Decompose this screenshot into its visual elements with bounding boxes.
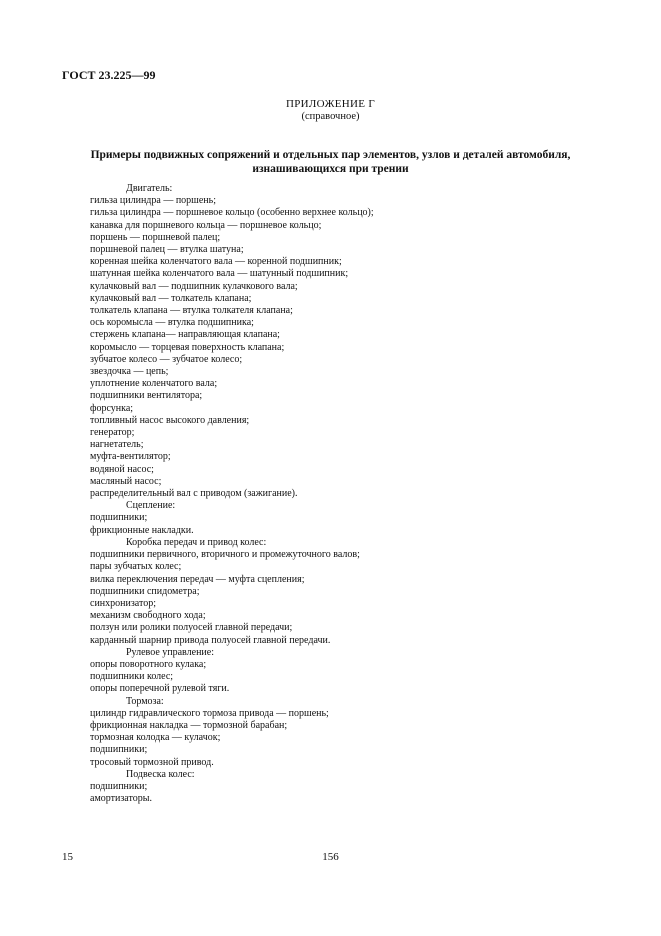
list-item: подшипники; (90, 512, 148, 524)
list-item: амортизаторы. (90, 793, 152, 805)
list-item: коромысло — торцевая поверхность клапана; (90, 341, 285, 353)
list-item: стержень клапана— направляющая клапана; (90, 329, 280, 341)
page-number: 156 (322, 851, 339, 863)
list-item: поршневой палец — втулка шатуна; (90, 244, 244, 256)
list-item: фрикционные накладки. (90, 524, 194, 536)
list-item: нагнетатель; (90, 439, 144, 451)
list-item: опоры поворотного кулака; (90, 658, 207, 670)
content-list (90, 183, 610, 805)
list-item: механизм свободного хода; (90, 610, 206, 622)
list-item: коренная шейка коленчатого вала — коренной подшипник; (90, 256, 342, 268)
list-item: ось коромысла — втулка подшипника; (90, 317, 254, 329)
list-item: уплотнение коленчатого вала; (90, 378, 218, 390)
section-heading: Сцепление: (126, 500, 176, 512)
list-item: синхронизатор; (90, 597, 156, 609)
list-item: фрикционная накладка — тормозной барабан; (90, 719, 288, 731)
main-title: Примеры подвижных сопряжений и отдельных пар элементов, узлов и деталей автомобиля, изнашивающихся при трении (90, 149, 571, 175)
section-heading: Коробка передач и привод колес: (126, 536, 267, 548)
list-item: толкатель клапана — втулка толкателя клапана; (90, 305, 293, 317)
list-item: шатунная шейка коленчатого вала — шатунный подшипник; (90, 268, 349, 280)
list-item: цилиндр гидравлического тормоза привода — поршень; (90, 707, 329, 719)
section-heading: Двигатель: (126, 183, 173, 194)
list-item: вилка переключения передач — муфта сцепления; (90, 573, 305, 585)
list-item: зубчатое колесо — зубчатое колесо; (90, 353, 243, 365)
list-item: подшипники; (90, 744, 148, 756)
section-heading: Рулевое управление: (126, 646, 214, 658)
list-item: опоры поперечной рулевой тяги. (90, 683, 230, 695)
list-item: подшипники; (90, 780, 148, 792)
appendix-title: ПРИЛОЖЕНИЕ Г (285, 98, 376, 110)
list-item: распределительный вал с приводом (зажигание). (90, 488, 298, 500)
list-item: водяной насос; (90, 463, 154, 475)
list-item: подшипники первичного, вторичного и промежуточного валов; (90, 549, 360, 561)
list-item: генератор; (90, 427, 135, 439)
list-item: звездочка — цепь; (90, 366, 169, 378)
list-item: кулачковый вал — подшипник кулачкового вала; (90, 280, 298, 292)
list-item: подшипники колес; (90, 671, 174, 683)
list-item: карданный шарнир привода полуосей главной передачи. (90, 634, 331, 646)
list-item: ползун или ролики полуосей главной передачи; (90, 622, 293, 634)
list-item: канавка для поршневого кольца — поршневое кольцо; (90, 219, 322, 231)
appendix-subtitle: (справочное) (301, 111, 360, 122)
list-item: тросовый тормозной привод. (90, 756, 214, 768)
list-item: поршень — поршневой палец; (90, 231, 221, 243)
list-item: гильза цилиндра — поршневое кольцо (особенно верхнее кольцо); (90, 207, 374, 219)
section-heading: Подвеска колес: (126, 768, 195, 780)
section-heading: Тормоза: (126, 695, 164, 707)
list-item: гильза цилиндра — поршень; (90, 195, 216, 207)
list-item: масляный насос; (90, 475, 162, 487)
list-item: подшипники спидометра; (90, 585, 200, 597)
list-item: пары зубчатых колес; (90, 561, 182, 573)
list-item: топливный насос высокого давления; (90, 414, 250, 426)
list-item: подшипники вентилятора; (90, 390, 203, 402)
footer-left-number: 15 (62, 851, 73, 863)
document-code: ГОСТ 23.225—99 (62, 68, 156, 82)
list-item: муфта-вентилятор; (90, 451, 171, 463)
list-item: кулачковый вал — толкатель клапана; (90, 292, 252, 304)
list-item: форсунка; (90, 402, 134, 414)
list-item: тормозная колодка — кулачок; (90, 732, 221, 744)
